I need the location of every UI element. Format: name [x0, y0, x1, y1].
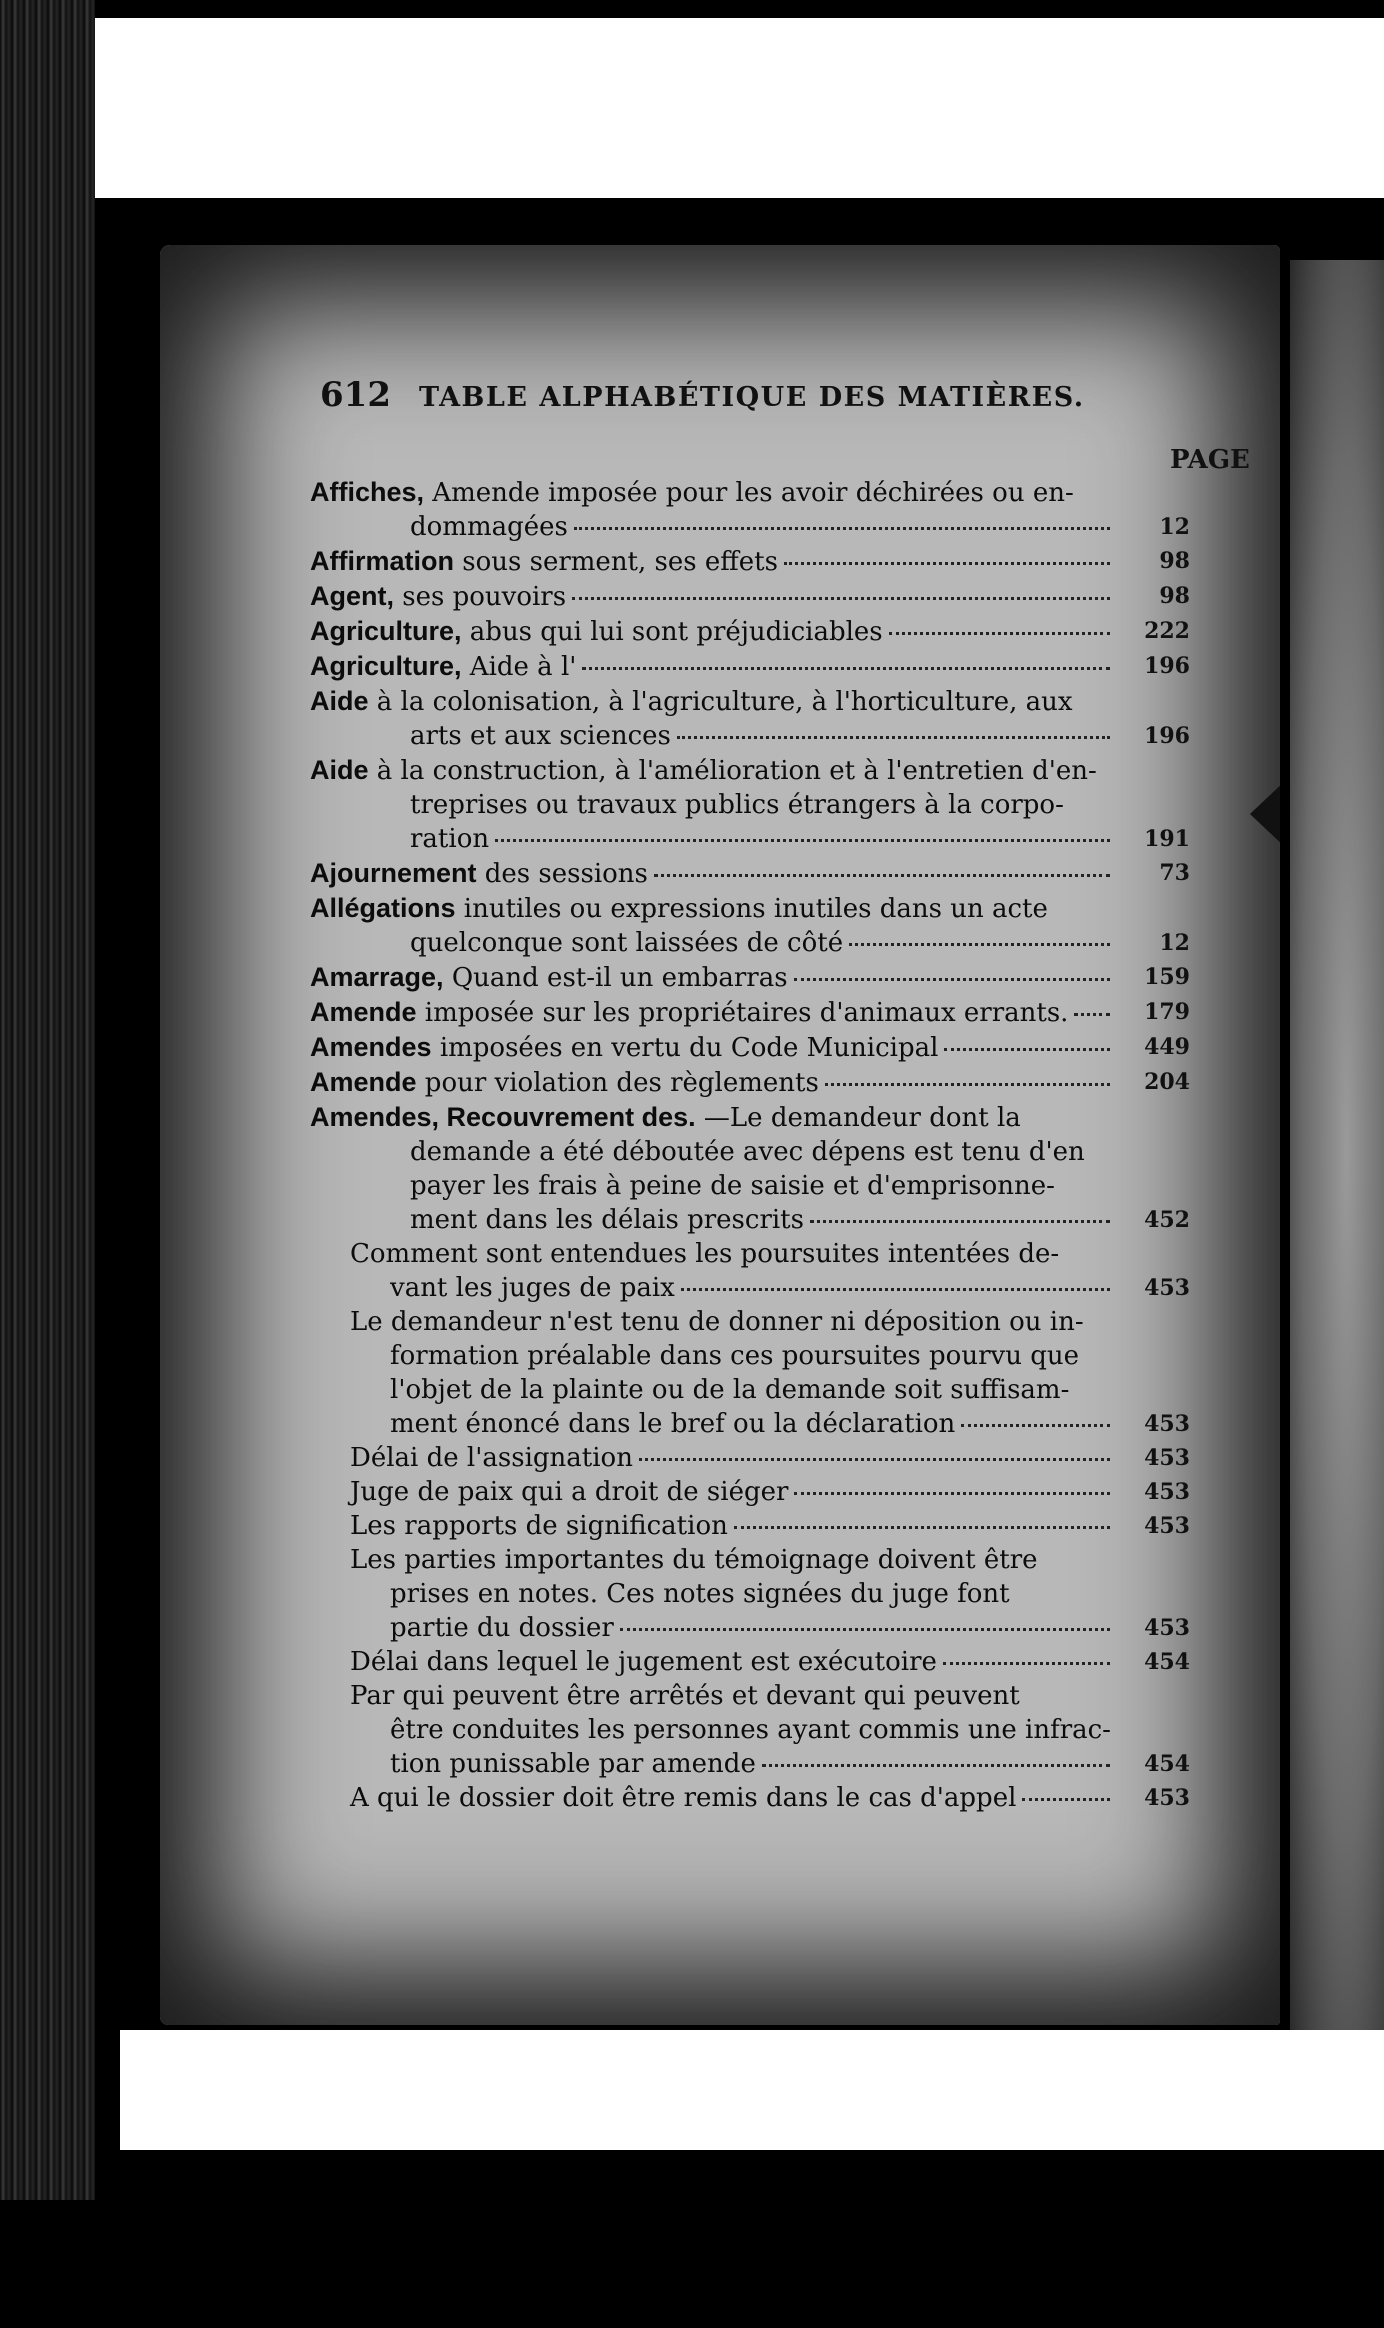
entry-line — [310, 1305, 1130, 1339]
page-header — [320, 375, 1240, 425]
entry-text: Délai dans lequel le jugement est exécutoire — [350, 1647, 937, 1677]
dot-leader — [734, 1526, 1110, 1529]
entry-text: abus qui lui sont préjudiciables — [469, 617, 883, 647]
entry-heading: Ajournement — [310, 858, 477, 888]
scan-background-bottom — [120, 2030, 1384, 2150]
entry-line — [310, 1781, 1190, 1815]
entry-line — [310, 1339, 1130, 1373]
dot-leader — [677, 736, 1110, 739]
entry-text: Les rapports de signification — [350, 1511, 728, 1541]
page-column-label: PAGE — [1170, 445, 1250, 475]
entry-text: être conduites les personnes ayant commis une infrac- — [390, 1715, 1111, 1745]
entry-line — [310, 1030, 1190, 1065]
page-reference: 73 — [1159, 860, 1190, 886]
page-reference: 191 — [1144, 826, 1190, 852]
entry-text: l'objet de la plainte ou de la demande soit suffisam- — [390, 1375, 1070, 1405]
entry-text: imposée sur les propriétaires d'animaux errants. — [424, 998, 1069, 1028]
page-reference: 452 — [1144, 1207, 1190, 1233]
entry-text: Amende imposée pour les avoir déchirées ou en- — [432, 478, 1074, 508]
dot-leader — [654, 874, 1110, 877]
facing-page-edge — [1290, 260, 1384, 2040]
dot-leader — [784, 562, 1110, 565]
entry-text: des sessions — [484, 859, 648, 889]
entry-heading: Affiches, — [310, 477, 425, 507]
entry-text: ment énoncé dans le bref ou la déclaration — [390, 1409, 956, 1439]
entry-text: Les parties importantes du témoignage doivent être — [350, 1545, 1038, 1575]
entry-line — [310, 684, 1130, 719]
dot-leader — [794, 978, 1110, 981]
entry-line — [310, 856, 1190, 891]
entry-heading: Agent, — [310, 581, 394, 611]
entry-line — [310, 510, 1190, 544]
index-entry — [310, 544, 1190, 579]
entry-line — [310, 822, 1190, 856]
index-entries — [310, 475, 1190, 1815]
entry-line — [310, 1509, 1190, 1543]
entry-line — [310, 1065, 1190, 1100]
dot-leader — [825, 1083, 1110, 1086]
entry-text: imposées en vertu du Code Municipal — [439, 1033, 939, 1063]
page-reference: 453 — [1144, 1615, 1190, 1641]
index-entry — [310, 649, 1190, 684]
entry-text: prises en notes. Ces notes signées du juge font — [390, 1579, 1010, 1609]
page-reference: 454 — [1144, 1649, 1190, 1675]
entry-heading: Amende — [310, 997, 417, 1027]
entry-heading: Amarrage, — [310, 962, 444, 992]
index-entry — [310, 856, 1190, 891]
entry-line — [310, 719, 1190, 753]
arrow-marker-icon — [1250, 780, 1280, 848]
index-subentry — [310, 1679, 1190, 1781]
entry-line — [310, 1100, 1130, 1135]
page-reference: 98 — [1159, 583, 1190, 609]
entry-heading: Aide — [310, 755, 369, 785]
index-subentry — [310, 1475, 1190, 1509]
entry-text: demande a été déboutée avec dépens est tenu d'en — [410, 1137, 1085, 1167]
entry-text: à la colonisation, à l'agriculture, à l'horticulture, aux — [376, 687, 1073, 717]
dot-leader — [681, 1288, 1110, 1291]
entry-text: sous serment, ses effets — [462, 547, 778, 577]
entry-line — [310, 891, 1130, 926]
page-reference: 449 — [1144, 1034, 1190, 1060]
dot-leader — [810, 1220, 1110, 1223]
dot-leader — [639, 1458, 1110, 1461]
book-spine-edge — [0, 0, 95, 2200]
entry-line — [310, 544, 1190, 579]
index-subentry — [310, 1305, 1190, 1441]
page-reference: 454 — [1144, 1751, 1190, 1777]
entry-line — [310, 1577, 1130, 1611]
entry-text: ration — [410, 824, 490, 854]
entry-text: Aide à l' — [469, 652, 577, 682]
entry-text: vant les juges de paix — [390, 1273, 675, 1303]
page-reference: 222 — [1144, 618, 1190, 644]
index-subentry — [310, 1543, 1190, 1645]
entry-text: A qui le dossier doit être remis dans le cas d'appel — [350, 1783, 1017, 1813]
entry-line — [310, 1611, 1190, 1645]
dot-leader — [762, 1764, 1110, 1767]
index-entry — [310, 1100, 1190, 1237]
entry-text: —Le demandeur dont la — [703, 1103, 1021, 1133]
entry-line — [310, 579, 1190, 614]
dot-leader — [572, 597, 1110, 600]
entry-heading: Amendes — [310, 1032, 432, 1062]
page-reference: 453 — [1144, 1275, 1190, 1301]
page-reference: 12 — [1159, 930, 1190, 956]
entry-line — [310, 1169, 1130, 1203]
entry-heading: Aide — [310, 686, 369, 716]
index-page — [160, 245, 1280, 2025]
page-number: 612 — [320, 375, 391, 415]
entry-text: pour violation des règlements — [424, 1068, 819, 1098]
dot-leader — [943, 1662, 1110, 1665]
dot-leader — [582, 667, 1110, 670]
dot-leader — [794, 1492, 1110, 1495]
index-subentry — [310, 1441, 1190, 1475]
entry-line — [310, 995, 1190, 1030]
entry-line — [310, 1645, 1190, 1679]
entry-text: ment dans les délais prescrits — [410, 1205, 804, 1235]
entry-line — [310, 788, 1130, 822]
entry-line — [310, 649, 1190, 684]
dot-leader — [620, 1628, 1110, 1631]
entry-heading: Affirmation — [310, 546, 454, 576]
page-reference: 453 — [1144, 1479, 1190, 1505]
entry-text: quelconque sont laissées de côté — [410, 928, 844, 958]
index-subentry — [310, 1781, 1190, 1815]
entry-line — [310, 926, 1190, 960]
entry-line — [310, 1713, 1130, 1747]
entry-text: payer les frais à peine de saisie et d'emprisonne- — [410, 1171, 1055, 1201]
entry-text: treprises ou travaux publics étrangers à la corpo- — [410, 790, 1064, 820]
entry-line — [310, 1271, 1190, 1305]
index-entry — [310, 475, 1190, 544]
page-reference: 453 — [1144, 1513, 1190, 1539]
entry-line — [310, 1237, 1130, 1271]
entry-heading: Amende — [310, 1067, 417, 1097]
entry-line — [310, 1543, 1130, 1577]
entry-text: inutiles ou expressions inutiles dans un acte — [463, 894, 1048, 924]
running-title: TABLE ALPHABÉTIQUE DES MATIÈRES. — [418, 382, 1085, 413]
entry-line — [310, 1407, 1190, 1441]
entry-text: Quand est-il un embarras — [451, 963, 788, 993]
index-entry — [310, 1030, 1190, 1065]
entry-line — [310, 753, 1130, 788]
entry-text: Par qui peuvent être arrêtés et devant qui peuvent — [350, 1681, 1020, 1711]
dot-leader — [1022, 1798, 1110, 1801]
page-reference: 98 — [1159, 548, 1190, 574]
entry-line — [310, 960, 1190, 995]
entry-text: à la construction, à l'amélioration et à l'entretien d'en- — [376, 756, 1097, 786]
dot-leader — [849, 943, 1110, 946]
entry-heading: Agriculture, — [310, 651, 462, 681]
page-reference: 196 — [1144, 723, 1190, 749]
dot-leader — [574, 527, 1110, 530]
page-reference: 453 — [1144, 1445, 1190, 1471]
entry-text: Juge de paix qui a droit de siéger — [350, 1477, 789, 1507]
index-entry — [310, 684, 1190, 753]
entry-text: partie du dossier — [390, 1613, 614, 1643]
dot-leader — [1074, 1013, 1110, 1016]
entry-text: ses pouvoirs — [402, 582, 567, 612]
page-reference: 159 — [1144, 964, 1190, 990]
index-entry — [310, 891, 1190, 960]
entry-heading: Amendes, Recouvrement des. — [310, 1102, 696, 1132]
dot-leader — [889, 632, 1110, 635]
index-entry — [310, 614, 1190, 649]
page-reference: 179 — [1144, 999, 1190, 1025]
entry-text: arts et aux sciences — [410, 721, 671, 751]
index-subentry — [310, 1509, 1190, 1543]
dot-leader — [961, 1424, 1110, 1427]
entry-line — [310, 1475, 1190, 1509]
page-reference: 453 — [1144, 1785, 1190, 1811]
dot-leader — [495, 839, 1110, 842]
entry-line — [310, 1679, 1130, 1713]
entry-text: formation préalable dans ces poursuites pourvu que — [390, 1341, 1079, 1371]
entry-text: Comment sont entendues les poursuites intentées de- — [350, 1239, 1060, 1269]
page-reference: 204 — [1144, 1069, 1190, 1095]
dot-leader — [944, 1048, 1110, 1051]
scan-background-top — [95, 18, 1384, 198]
index-subentry — [310, 1645, 1190, 1679]
entry-line — [310, 475, 1130, 510]
entry-text: dommagées — [410, 512, 568, 542]
index-entry — [310, 753, 1190, 856]
page-reference: 196 — [1144, 653, 1190, 679]
entry-heading: Agriculture, — [310, 616, 462, 646]
index-entry — [310, 579, 1190, 614]
index-entry — [310, 1065, 1190, 1100]
index-subentry — [310, 1237, 1190, 1305]
entry-text: Délai de l'assignation — [350, 1443, 633, 1473]
entry-heading: Allégations — [310, 893, 456, 923]
entry-line — [310, 614, 1190, 649]
entry-text: Le demandeur n'est tenu de donner ni déposition ou in- — [350, 1307, 1084, 1337]
entry-line — [310, 1441, 1190, 1475]
entry-line — [310, 1135, 1130, 1169]
page-reference: 453 — [1144, 1411, 1190, 1437]
entry-line — [310, 1203, 1190, 1237]
entry-line — [310, 1747, 1190, 1781]
index-entry — [310, 995, 1190, 1030]
entry-text: tion punissable par amende — [390, 1749, 756, 1779]
entry-line — [310, 1373, 1130, 1407]
index-entry — [310, 960, 1190, 995]
page-reference: 12 — [1159, 514, 1190, 540]
